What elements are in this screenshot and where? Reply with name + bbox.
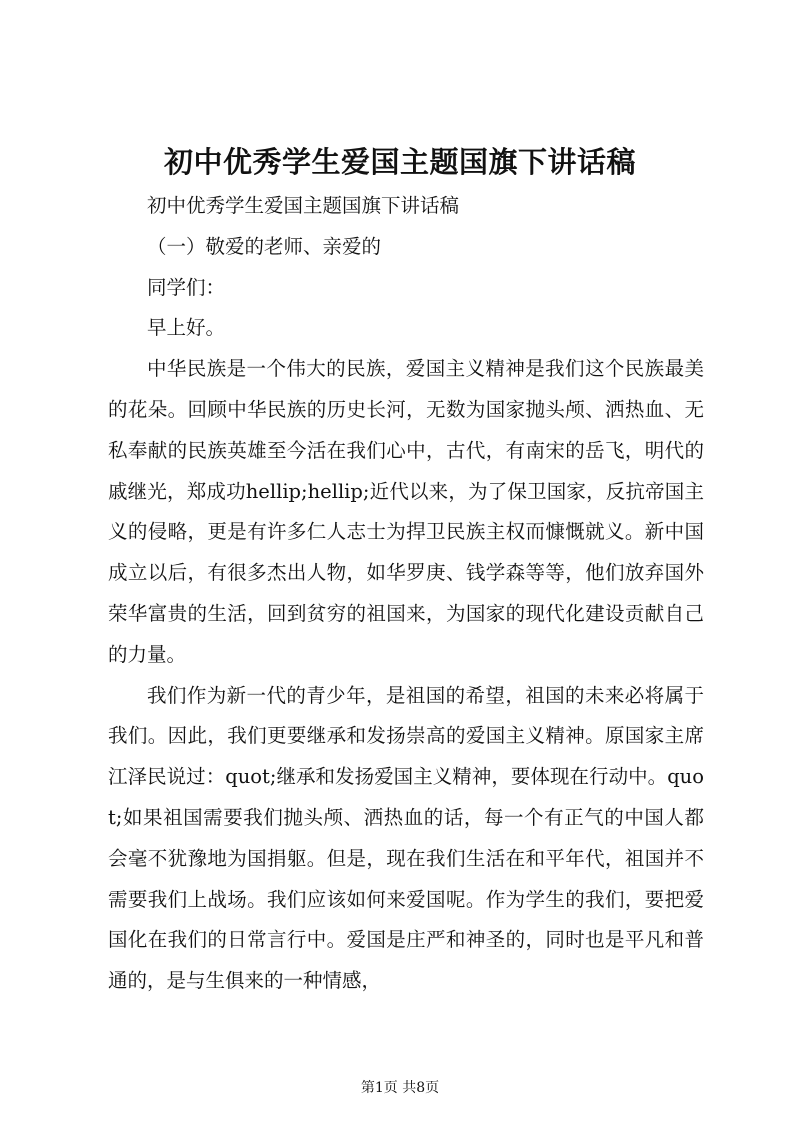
page-footer: 第1页 共8页: [360, 1080, 440, 1096]
paragraph-salutation-2: 同学们：: [147, 275, 226, 299]
paragraph-greeting: 早上好。: [147, 316, 226, 340]
paragraph-subtitle: 初中优秀学生爱国主题国旗下讲话稿: [147, 194, 460, 217]
paragraph-body-1: 中华民族是一个伟大的民族，爱国主义精神是我们这个民族最美的花朵。回顾中华民族的历史长河，无数为国家抛头颅、洒热血、无私奉献的民族英雄至今活在我们心中，古代，有南宋的岳飞，明代的戚继光，郑成功hellip;hellip;近代以来，为了保卫国家，反抗帝国主义的侵略，更是有许多仁人志士为捍卫民族主权而慷慨就义。新中国成立以后，有很多杰出人物，如华罗庚、钱学森等等，他们放弃国外荣华富贵的生活，回到贫穷的祖国来，为国家的现代化建设贡献自己的力量。: [108, 357, 704, 666]
document-title: 初中优秀学生爱国主题国旗下讲话稿: [163, 145, 636, 179]
document-body: [108, 186, 704, 1002]
paragraph-salutation-1: （一）敬爱的老师、亲爱的: [147, 234, 382, 258]
paragraph-body-2: 我们作为新一代的青少年，是祖国的希望，祖国的未来必将属于我们。因此，我们更要继承和发扬崇高的爱国主义精神。原国家主席江泽民说过：quot;继承和发扬爱国主义精神，要体现在行动中。quot;如果祖国需要我们抛头颅、洒热血的话，每一个有正气的中国人都会毫不犹豫地为国捐躯。但是，现在我们生活在和平年代，祖国并不需要我们上战场。我们应该如何来爱国呢。作为学生的我们，要把爱国化在我们的日常言行中。爱国是庄严和神圣的，同时也是平凡和普通的，是与生俱来的一种情感，: [108, 683, 704, 993]
